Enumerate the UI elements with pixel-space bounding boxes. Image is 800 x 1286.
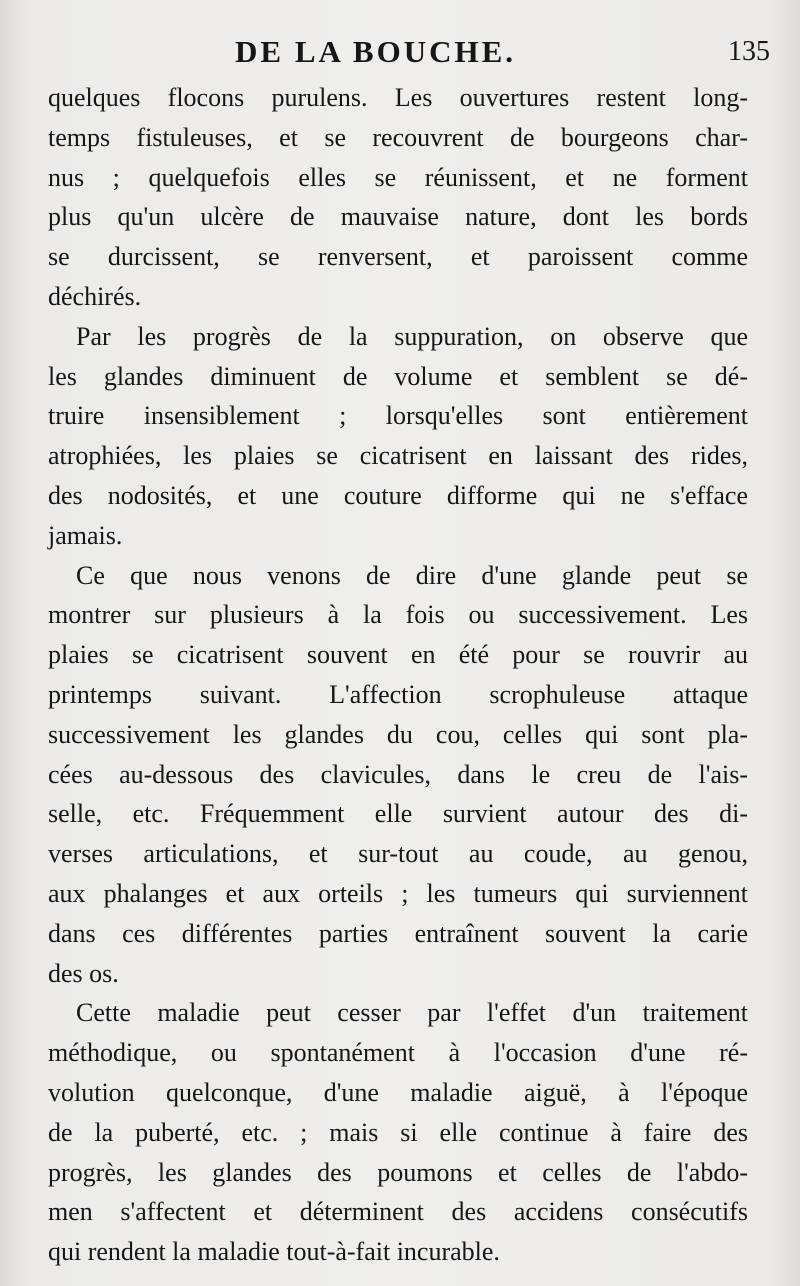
text-line: men s'affectent et déterminent des accidens consécutifs [48, 1197, 748, 1227]
text-line: méthodique, ou spontanément à l'occasion d'une ré- [48, 1038, 748, 1068]
text-line: des os. [48, 958, 119, 988]
text-line: les glandes diminuent de volume et semblent se dé- [48, 361, 748, 391]
text-line: successivement les glandes du cou, celles qui sont pla- [48, 719, 748, 749]
text-line: Cette maladie peut cesser par l'effet d'un traitement [76, 998, 748, 1028]
text-line: plaies se cicatrisent souvent en été pour se rouvrir au [48, 640, 748, 670]
text-line: quelques flocons purulens. Les ouvertures restent long- [48, 83, 748, 112]
text-line: atrophiées, les plaies se cicatrisent en laissant des rides, [48, 441, 748, 471]
text-line: progrès, les glandes des poumons et celles de l'abdo- [48, 1157, 748, 1187]
paragraph-2 [48, 317, 748, 556]
text-line: montrer sur plusieurs à la fois ou successivement. Les [48, 600, 748, 630]
paragraph-3 [48, 556, 748, 994]
paragraph-1 [48, 78, 748, 317]
text-line: printemps suivant. L'affection scrophuleuse attaque [48, 679, 748, 709]
text-line: Ce que nous venons de dire d'une glande peut se [76, 560, 748, 590]
text-line: truire insensiblement ; lorsqu'elles sont entièrement [48, 401, 748, 431]
text-line: plus qu'un ulcère de mauvaise nature, dont les bords [48, 202, 748, 232]
running-title: DE LA BOUCHE. [235, 34, 517, 69]
text-line: nus ; quelquefois elles se réunissent, et ne forment [48, 162, 748, 192]
text-line: verses articulations, et sur-tout au coude, au genou, [48, 839, 748, 869]
text-line: Par les progrès de la suppuration, on observe que [76, 321, 748, 351]
text-line: volution quelconque, d'une maladie aiguë, à l'époque [48, 1077, 748, 1107]
text-line: temps fistuleuses, et se recouvrent de bourgeons char- [48, 122, 748, 152]
text-line: aux phalanges et aux orteils ; les tumeurs qui surviennent [48, 878, 748, 908]
text-line: de la puberté, etc. ; mais si elle continue à faire des [48, 1117, 748, 1147]
text-line: déchirés. [48, 281, 142, 311]
paragraph-4 [48, 993, 748, 1272]
body-text [48, 78, 748, 1272]
page-number: 135 [728, 36, 770, 67]
page-header [40, 34, 780, 74]
text-line: se durcissent, se renversent, et paroissent comme [48, 242, 748, 272]
text-line: qui rendent la maladie tout-à-fait incurable. [48, 1237, 500, 1267]
text-line: dans ces différentes parties entraînent souvent la carie [48, 918, 748, 948]
text-line: des nodosités, et une couture difforme qui ne s'efface [48, 480, 748, 510]
text-line: selle, etc. Fréquemment elle survient autour des di- [48, 799, 748, 829]
text-line: jamais. [48, 520, 123, 550]
text-line: cées au-dessous des clavicules, dans le creu de l'ais- [48, 759, 748, 789]
